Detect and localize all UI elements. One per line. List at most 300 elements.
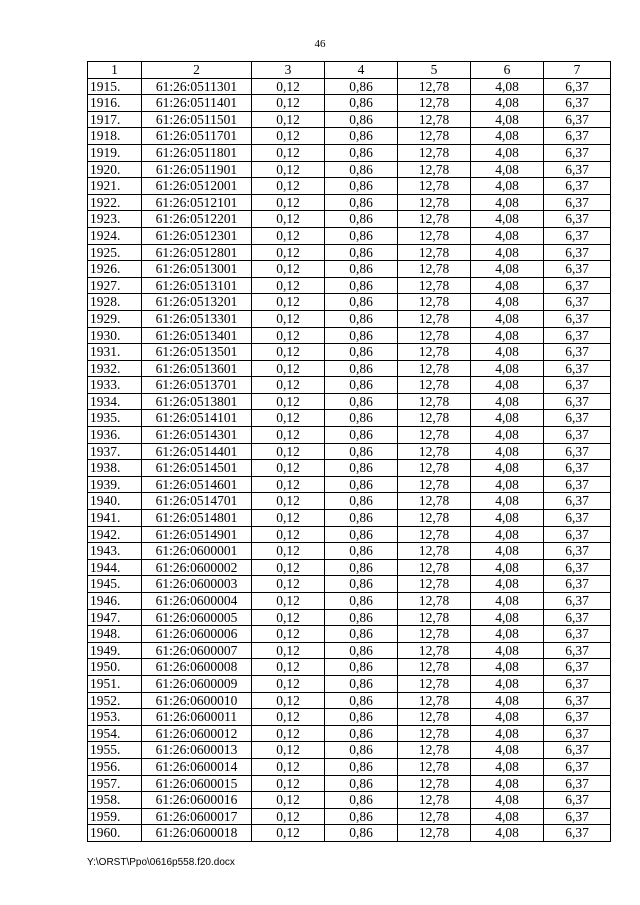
table-cell-col-6: 4,08 bbox=[471, 642, 544, 659]
table-cell-col-1: 1944. bbox=[88, 559, 142, 576]
table-cell-col-1: 1929. bbox=[88, 310, 142, 327]
table-cell-col-2: 61:26:0513801 bbox=[142, 393, 252, 410]
table-cell-col-3: 0,12 bbox=[252, 675, 325, 692]
table-cell-col-5: 12,78 bbox=[398, 393, 471, 410]
table-cell-col-5: 12,78 bbox=[398, 675, 471, 692]
table-cell-col-6: 4,08 bbox=[471, 758, 544, 775]
table-cell-col-3: 0,12 bbox=[252, 78, 325, 95]
table-cell-col-4: 0,86 bbox=[325, 327, 398, 344]
table-cell-col-5: 12,78 bbox=[398, 244, 471, 261]
table-cell-col-3: 0,12 bbox=[252, 543, 325, 560]
table-cell-col-4: 0,86 bbox=[325, 410, 398, 427]
table-cell-col-7: 6,37 bbox=[544, 725, 611, 742]
table-row bbox=[88, 642, 611, 659]
table-cell-col-3: 0,12 bbox=[252, 460, 325, 477]
table-cell-col-7: 6,37 bbox=[544, 559, 611, 576]
page-number: 46 bbox=[314, 38, 326, 50]
table-cell-col-6: 4,08 bbox=[471, 327, 544, 344]
table-cell-col-2: 61:26:0600003 bbox=[142, 576, 252, 593]
table-cell-col-3: 0,12 bbox=[252, 609, 325, 626]
table-cell-col-5: 12,78 bbox=[398, 360, 471, 377]
table-cell-col-4: 0,86 bbox=[325, 692, 398, 709]
table-cell-col-5: 12,78 bbox=[398, 642, 471, 659]
table-cell-col-4: 0,86 bbox=[325, 161, 398, 178]
table-cell-col-6: 4,08 bbox=[471, 493, 544, 510]
table-cell-col-1: 1928. bbox=[88, 294, 142, 311]
table-cell-col-6: 4,08 bbox=[471, 443, 544, 460]
table-cell-col-3: 0,12 bbox=[252, 111, 325, 128]
table-cell-col-1: 1937. bbox=[88, 443, 142, 460]
table-cell-col-6: 4,08 bbox=[471, 344, 544, 361]
table-cell-col-2: 61:26:0600016 bbox=[142, 792, 252, 809]
table-cell-col-3: 0,12 bbox=[252, 344, 325, 361]
table-cell-col-5: 12,78 bbox=[398, 792, 471, 809]
table-cell-col-2: 61:26:0514601 bbox=[142, 476, 252, 493]
table-cell-col-3: 0,12 bbox=[252, 360, 325, 377]
table-cell-col-7: 6,37 bbox=[544, 709, 611, 726]
table-cell-col-4: 0,86 bbox=[325, 244, 398, 261]
table-cell-col-4: 0,86 bbox=[325, 510, 398, 527]
table-cell-col-4: 0,86 bbox=[325, 194, 398, 211]
table-row bbox=[88, 294, 611, 311]
table-row bbox=[88, 758, 611, 775]
table-cell-col-2: 61:26:0514101 bbox=[142, 410, 252, 427]
table-row bbox=[88, 792, 611, 809]
table-row bbox=[88, 559, 611, 576]
table-cell-col-4: 0,86 bbox=[325, 559, 398, 576]
table-cell-col-1: 1942. bbox=[88, 526, 142, 543]
table-row bbox=[88, 609, 611, 626]
table-cell-col-7: 6,37 bbox=[544, 410, 611, 427]
table-cell-col-1: 1915. bbox=[88, 78, 142, 95]
table-cell-col-7: 6,37 bbox=[544, 543, 611, 560]
table-cell-col-3: 0,12 bbox=[252, 277, 325, 294]
table-cell-col-3: 0,12 bbox=[252, 526, 325, 543]
table-cell-col-6: 4,08 bbox=[471, 310, 544, 327]
table-cell-col-2: 61:26:0511401 bbox=[142, 95, 252, 112]
table-cell-col-5: 12,78 bbox=[398, 344, 471, 361]
table-cell-col-2: 61:26:0600006 bbox=[142, 626, 252, 643]
table-cell-col-5: 12,78 bbox=[398, 377, 471, 394]
table-cell-col-5: 12,78 bbox=[398, 194, 471, 211]
table-cell-col-3: 0,12 bbox=[252, 692, 325, 709]
table-cell-col-7: 6,37 bbox=[544, 95, 611, 112]
table-cell-col-1: 1931. bbox=[88, 344, 142, 361]
table-row bbox=[88, 725, 611, 742]
table-cell-col-2: 61:26:0514701 bbox=[142, 493, 252, 510]
column-header-5: 5 bbox=[398, 62, 471, 79]
table-cell-col-5: 12,78 bbox=[398, 111, 471, 128]
table-cell-col-5: 12,78 bbox=[398, 493, 471, 510]
table-cell-col-7: 6,37 bbox=[544, 128, 611, 145]
table-row bbox=[88, 476, 611, 493]
table-cell-col-5: 12,78 bbox=[398, 227, 471, 244]
footer-file-path: Y:\ORST\Ppo\0616p558.f20.docx bbox=[87, 857, 235, 868]
table-cell-col-4: 0,86 bbox=[325, 609, 398, 626]
table-cell-col-6: 4,08 bbox=[471, 95, 544, 112]
table-cell-col-7: 6,37 bbox=[544, 427, 611, 444]
table-cell-col-7: 6,37 bbox=[544, 626, 611, 643]
table-cell-col-5: 12,78 bbox=[398, 78, 471, 95]
table-cell-col-4: 0,86 bbox=[325, 476, 398, 493]
table-cell-col-6: 4,08 bbox=[471, 377, 544, 394]
table-cell-col-1: 1955. bbox=[88, 742, 142, 759]
table-cell-col-5: 12,78 bbox=[398, 543, 471, 560]
table-cell-col-5: 12,78 bbox=[398, 526, 471, 543]
table-cell-col-5: 12,78 bbox=[398, 825, 471, 842]
table-cell-col-6: 4,08 bbox=[471, 410, 544, 427]
table-cell-col-5: 12,78 bbox=[398, 609, 471, 626]
table-cell-col-2: 61:26:0600012 bbox=[142, 725, 252, 742]
table-cell-col-2: 61:26:0600018 bbox=[142, 825, 252, 842]
table-cell-col-2: 61:26:0511901 bbox=[142, 161, 252, 178]
table-row bbox=[88, 128, 611, 145]
table-cell-col-1: 1920. bbox=[88, 161, 142, 178]
table-cell-col-4: 0,86 bbox=[325, 393, 398, 410]
table-cell-col-6: 4,08 bbox=[471, 460, 544, 477]
table-cell-col-1: 1939. bbox=[88, 476, 142, 493]
table-cell-col-5: 12,78 bbox=[398, 327, 471, 344]
table-cell-col-3: 0,12 bbox=[252, 659, 325, 676]
table-row bbox=[88, 161, 611, 178]
table-cell-col-2: 61:26:0514301 bbox=[142, 427, 252, 444]
table-row bbox=[88, 211, 611, 228]
table-cell-col-1: 1941. bbox=[88, 510, 142, 527]
table-cell-col-4: 0,86 bbox=[325, 111, 398, 128]
table-cell-col-2: 61:26:0512301 bbox=[142, 227, 252, 244]
table-cell-col-1: 1958. bbox=[88, 792, 142, 809]
table-cell-col-1: 1940. bbox=[88, 493, 142, 510]
table-cell-col-3: 0,12 bbox=[252, 161, 325, 178]
table-cell-col-1: 1933. bbox=[88, 377, 142, 394]
table-cell-col-7: 6,37 bbox=[544, 526, 611, 543]
table-cell-col-3: 0,12 bbox=[252, 626, 325, 643]
table-cell-col-2: 61:26:0511801 bbox=[142, 144, 252, 161]
table-cell-col-7: 6,37 bbox=[544, 310, 611, 327]
table-cell-col-3: 0,12 bbox=[252, 576, 325, 593]
table-cell-col-3: 0,12 bbox=[252, 709, 325, 726]
table-cell-col-4: 0,86 bbox=[325, 294, 398, 311]
table-cell-col-7: 6,37 bbox=[544, 825, 611, 842]
table-cell-col-1: 1959. bbox=[88, 808, 142, 825]
table-cell-col-6: 4,08 bbox=[471, 227, 544, 244]
table-row bbox=[88, 410, 611, 427]
table-cell-col-4: 0,86 bbox=[325, 825, 398, 842]
table-cell-col-5: 12,78 bbox=[398, 758, 471, 775]
table-cell-col-2: 61:26:0600001 bbox=[142, 543, 252, 560]
table-cell-col-4: 0,86 bbox=[325, 277, 398, 294]
table-cell-col-3: 0,12 bbox=[252, 427, 325, 444]
table-row bbox=[88, 576, 611, 593]
table-cell-col-6: 4,08 bbox=[471, 78, 544, 95]
table-cell-col-6: 4,08 bbox=[471, 294, 544, 311]
table-cell-col-3: 0,12 bbox=[252, 244, 325, 261]
table-cell-col-5: 12,78 bbox=[398, 709, 471, 726]
table-cell-col-1: 1927. bbox=[88, 277, 142, 294]
table-cell-col-5: 12,78 bbox=[398, 626, 471, 643]
table-cell-col-7: 6,37 bbox=[544, 659, 611, 676]
table-cell-col-2: 61:26:0512801 bbox=[142, 244, 252, 261]
table-cell-col-6: 4,08 bbox=[471, 775, 544, 792]
table-cell-col-6: 4,08 bbox=[471, 427, 544, 444]
table-cell-col-5: 12,78 bbox=[398, 476, 471, 493]
table-cell-col-1: 1956. bbox=[88, 758, 142, 775]
table-row bbox=[88, 493, 611, 510]
table-cell-col-5: 12,78 bbox=[398, 95, 471, 112]
table-cell-col-6: 4,08 bbox=[471, 609, 544, 626]
table-cell-col-3: 0,12 bbox=[252, 493, 325, 510]
table-cell-col-2: 61:26:0514501 bbox=[142, 460, 252, 477]
table-header-row bbox=[88, 62, 611, 79]
table-cell-col-6: 4,08 bbox=[471, 261, 544, 278]
table-cell-col-7: 6,37 bbox=[544, 792, 611, 809]
table-cell-col-4: 0,86 bbox=[325, 360, 398, 377]
table-cell-col-3: 0,12 bbox=[252, 294, 325, 311]
table-cell-col-7: 6,37 bbox=[544, 294, 611, 311]
table-cell-col-6: 4,08 bbox=[471, 111, 544, 128]
table-cell-col-5: 12,78 bbox=[398, 443, 471, 460]
table-cell-col-5: 12,78 bbox=[398, 261, 471, 278]
table-cell-col-1: 1930. bbox=[88, 327, 142, 344]
table-row bbox=[88, 261, 611, 278]
table-cell-col-3: 0,12 bbox=[252, 808, 325, 825]
table-cell-col-2: 61:26:0512201 bbox=[142, 211, 252, 228]
table-cell-col-5: 12,78 bbox=[398, 178, 471, 195]
table-cell-col-4: 0,86 bbox=[325, 659, 398, 676]
table-cell-col-3: 0,12 bbox=[252, 310, 325, 327]
table-cell-col-7: 6,37 bbox=[544, 460, 611, 477]
table-row bbox=[88, 344, 611, 361]
table-cell-col-4: 0,86 bbox=[325, 742, 398, 759]
table-cell-col-2: 61:26:0600014 bbox=[142, 758, 252, 775]
table-cell-col-1: 1934. bbox=[88, 393, 142, 410]
table-cell-col-3: 0,12 bbox=[252, 144, 325, 161]
table-row bbox=[88, 692, 611, 709]
table-cell-col-5: 12,78 bbox=[398, 742, 471, 759]
table-cell-col-2: 61:26:0600007 bbox=[142, 642, 252, 659]
table-cell-col-1: 1918. bbox=[88, 128, 142, 145]
table-cell-col-4: 0,86 bbox=[325, 543, 398, 560]
table-cell-col-4: 0,86 bbox=[325, 95, 398, 112]
table-cell-col-4: 0,86 bbox=[325, 227, 398, 244]
table-cell-col-6: 4,08 bbox=[471, 543, 544, 560]
table-cell-col-1: 1946. bbox=[88, 593, 142, 610]
table-cell-col-3: 0,12 bbox=[252, 95, 325, 112]
table-cell-col-1: 1935. bbox=[88, 410, 142, 427]
table-cell-col-4: 0,86 bbox=[325, 211, 398, 228]
table-cell-col-1: 1924. bbox=[88, 227, 142, 244]
table-cell-col-1: 1936. bbox=[88, 427, 142, 444]
table-cell-col-6: 4,08 bbox=[471, 675, 544, 692]
table-cell-col-6: 4,08 bbox=[471, 559, 544, 576]
table-cell-col-6: 4,08 bbox=[471, 808, 544, 825]
table-cell-col-7: 6,37 bbox=[544, 178, 611, 195]
column-header-3: 3 bbox=[252, 62, 325, 79]
table-cell-col-5: 12,78 bbox=[398, 294, 471, 311]
table-cell-col-7: 6,37 bbox=[544, 111, 611, 128]
table-cell-col-4: 0,86 bbox=[325, 808, 398, 825]
table-cell-col-3: 0,12 bbox=[252, 410, 325, 427]
table-cell-col-1: 1950. bbox=[88, 659, 142, 676]
table-cell-col-7: 6,37 bbox=[544, 476, 611, 493]
table-cell-col-6: 4,08 bbox=[471, 626, 544, 643]
table-row bbox=[88, 526, 611, 543]
table-row bbox=[88, 543, 611, 560]
column-header-2: 2 bbox=[142, 62, 252, 79]
table-cell-col-3: 0,12 bbox=[252, 742, 325, 759]
table-cell-col-1: 1932. bbox=[88, 360, 142, 377]
table-cell-col-1: 1923. bbox=[88, 211, 142, 228]
table-cell-col-3: 0,12 bbox=[252, 642, 325, 659]
table-cell-col-4: 0,86 bbox=[325, 526, 398, 543]
column-header-7: 7 bbox=[544, 62, 611, 79]
table-cell-col-6: 4,08 bbox=[471, 825, 544, 842]
table-cell-col-4: 0,86 bbox=[325, 460, 398, 477]
table-cell-col-1: 1922. bbox=[88, 194, 142, 211]
table-cell-col-6: 4,08 bbox=[471, 692, 544, 709]
table-cell-col-3: 0,12 bbox=[252, 758, 325, 775]
table-cell-col-6: 4,08 bbox=[471, 277, 544, 294]
table-cell-col-5: 12,78 bbox=[398, 510, 471, 527]
column-header-6: 6 bbox=[471, 62, 544, 79]
table-cell-col-5: 12,78 bbox=[398, 659, 471, 676]
table-cell-col-5: 12,78 bbox=[398, 211, 471, 228]
table-cell-col-1: 1948. bbox=[88, 626, 142, 643]
table-cell-col-4: 0,86 bbox=[325, 792, 398, 809]
table-cell-col-6: 4,08 bbox=[471, 593, 544, 610]
table-cell-col-2: 61:26:0600004 bbox=[142, 593, 252, 610]
table-cell-col-6: 4,08 bbox=[471, 194, 544, 211]
table-row bbox=[88, 310, 611, 327]
table-row bbox=[88, 178, 611, 195]
table-row bbox=[88, 95, 611, 112]
table-cell-col-6: 4,08 bbox=[471, 725, 544, 742]
table-cell-col-6: 4,08 bbox=[471, 510, 544, 527]
table-cell-col-4: 0,86 bbox=[325, 144, 398, 161]
table-cell-col-1: 1952. bbox=[88, 692, 142, 709]
table-cell-col-2: 61:26:0513701 bbox=[142, 377, 252, 394]
table-cell-col-4: 0,86 bbox=[325, 675, 398, 692]
table-cell-col-4: 0,86 bbox=[325, 310, 398, 327]
table-cell-col-6: 4,08 bbox=[471, 244, 544, 261]
column-header-4: 4 bbox=[325, 62, 398, 79]
table-cell-col-3: 0,12 bbox=[252, 825, 325, 842]
table-cell-col-2: 61:26:0600011 bbox=[142, 709, 252, 726]
table-cell-col-5: 12,78 bbox=[398, 576, 471, 593]
table-cell-col-7: 6,37 bbox=[544, 742, 611, 759]
table-cell-col-7: 6,37 bbox=[544, 443, 611, 460]
table-cell-col-3: 0,12 bbox=[252, 211, 325, 228]
table-row bbox=[88, 111, 611, 128]
table-row bbox=[88, 675, 611, 692]
table-cell-col-1: 1960. bbox=[88, 825, 142, 842]
table-cell-col-5: 12,78 bbox=[398, 725, 471, 742]
table-cell-col-3: 0,12 bbox=[252, 194, 325, 211]
table-body bbox=[88, 62, 611, 842]
table-cell-col-2: 61:26:0600015 bbox=[142, 775, 252, 792]
table-cell-col-3: 0,12 bbox=[252, 377, 325, 394]
table-cell-col-7: 6,37 bbox=[544, 393, 611, 410]
table-cell-col-2: 61:26:0600008 bbox=[142, 659, 252, 676]
table-cell-col-2: 61:26:0513201 bbox=[142, 294, 252, 311]
table-cell-col-6: 4,08 bbox=[471, 742, 544, 759]
table-cell-col-4: 0,86 bbox=[325, 758, 398, 775]
table-row bbox=[88, 825, 611, 842]
table-cell-col-5: 12,78 bbox=[398, 775, 471, 792]
table-cell-col-7: 6,37 bbox=[544, 161, 611, 178]
table-cell-col-2: 61:26:0513401 bbox=[142, 327, 252, 344]
table-cell-col-2: 61:26:0600013 bbox=[142, 742, 252, 759]
table-cell-col-2: 61:26:0514401 bbox=[142, 443, 252, 460]
table-cell-col-7: 6,37 bbox=[544, 327, 611, 344]
data-table bbox=[87, 61, 611, 842]
table-cell-col-7: 6,37 bbox=[544, 510, 611, 527]
table-cell-col-1: 1938. bbox=[88, 460, 142, 477]
table-cell-col-7: 6,37 bbox=[544, 78, 611, 95]
table-cell-col-4: 0,86 bbox=[325, 78, 398, 95]
table-cell-col-6: 4,08 bbox=[471, 360, 544, 377]
table-cell-col-2: 61:26:0512101 bbox=[142, 194, 252, 211]
table-cell-col-3: 0,12 bbox=[252, 443, 325, 460]
table-cell-col-7: 6,37 bbox=[544, 360, 611, 377]
table-cell-col-6: 4,08 bbox=[471, 144, 544, 161]
table-cell-col-4: 0,86 bbox=[325, 725, 398, 742]
table-cell-col-1: 1925. bbox=[88, 244, 142, 261]
table-cell-col-6: 4,08 bbox=[471, 476, 544, 493]
table-row bbox=[88, 659, 611, 676]
table-cell-col-1: 1917. bbox=[88, 111, 142, 128]
table-cell-col-3: 0,12 bbox=[252, 725, 325, 742]
table-cell-col-2: 61:26:0512001 bbox=[142, 178, 252, 195]
table-row bbox=[88, 327, 611, 344]
table-cell-col-5: 12,78 bbox=[398, 460, 471, 477]
table-cell-col-2: 61:26:0600017 bbox=[142, 808, 252, 825]
table-cell-col-5: 12,78 bbox=[398, 692, 471, 709]
table-cell-col-1: 1949. bbox=[88, 642, 142, 659]
table-row bbox=[88, 443, 611, 460]
table-cell-col-4: 0,86 bbox=[325, 709, 398, 726]
table-cell-col-1: 1916. bbox=[88, 95, 142, 112]
table-cell-col-7: 6,37 bbox=[544, 211, 611, 228]
table-cell-col-3: 0,12 bbox=[252, 593, 325, 610]
table-cell-col-2: 61:26:0513101 bbox=[142, 277, 252, 294]
table-cell-col-3: 0,12 bbox=[252, 559, 325, 576]
table-row bbox=[88, 742, 611, 759]
table-cell-col-3: 0,12 bbox=[252, 792, 325, 809]
table-cell-col-1: 1921. bbox=[88, 178, 142, 195]
table-cell-col-3: 0,12 bbox=[252, 128, 325, 145]
table-cell-col-7: 6,37 bbox=[544, 692, 611, 709]
table-cell-col-6: 4,08 bbox=[471, 576, 544, 593]
table-cell-col-4: 0,86 bbox=[325, 128, 398, 145]
table-row bbox=[88, 377, 611, 394]
table-cell-col-5: 12,78 bbox=[398, 410, 471, 427]
table-cell-col-2: 61:26:0511501 bbox=[142, 111, 252, 128]
table-cell-col-6: 4,08 bbox=[471, 393, 544, 410]
table-row bbox=[88, 775, 611, 792]
table-row bbox=[88, 194, 611, 211]
table-cell-col-2: 61:26:0514901 bbox=[142, 526, 252, 543]
table-cell-col-7: 6,37 bbox=[544, 144, 611, 161]
table-cell-col-7: 6,37 bbox=[544, 194, 611, 211]
table-cell-col-1: 1947. bbox=[88, 609, 142, 626]
table-cell-col-2: 61:26:0600002 bbox=[142, 559, 252, 576]
table-cell-col-3: 0,12 bbox=[252, 261, 325, 278]
table-row bbox=[88, 709, 611, 726]
table-cell-col-2: 61:26:0513501 bbox=[142, 344, 252, 361]
table-cell-col-6: 4,08 bbox=[471, 709, 544, 726]
table-row bbox=[88, 808, 611, 825]
